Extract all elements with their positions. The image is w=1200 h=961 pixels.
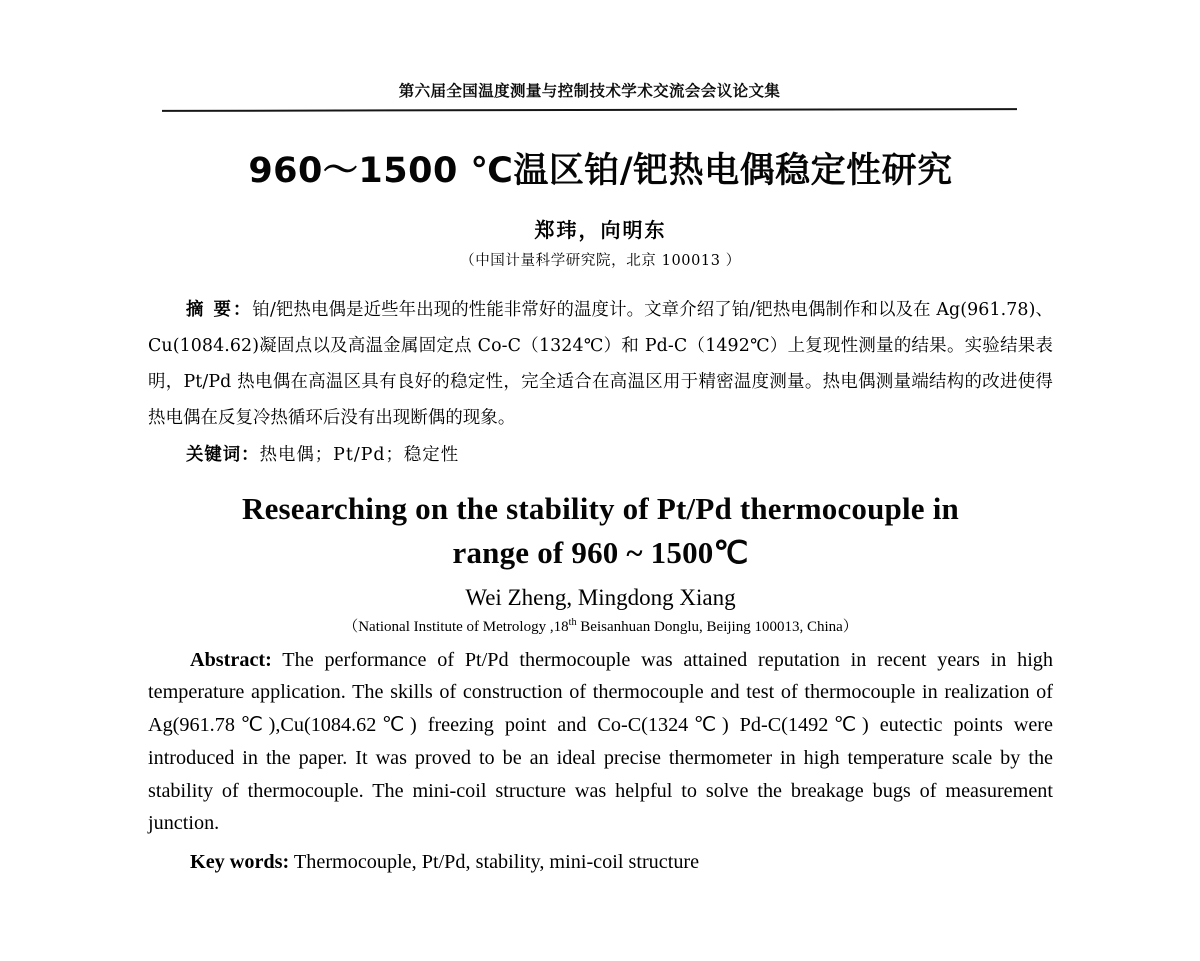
english-title-line-2: range of 960 ~ 1500℃ (452, 534, 749, 570)
english-abstract-label: Abstract: (190, 648, 272, 671)
english-keywords-text: Thermocouple, Pt/Pd, stability, mini-coil structure (289, 850, 700, 873)
article-body (148, 150, 1053, 879)
chinese-abstract-text: 铂/钯热电偶是近些年出现的性能非常好的温度计。文章介绍了铂/钯热电偶制作和以及在 Ag(961.78)、Cu(1084.62)凝固点以及高温金属固定点 Co-C（1324℃）和 Pd-C（1492℃）上复现性测量的结果。实验结果表明，Pt/Pd 热电偶在高温区具有良好的稳定性，完全适合在高温区用于精密温度测量。热电偶测量端结构的改进使得热电偶在反复冷热循环后没有出现断偶的现象。 (148, 299, 1053, 428)
english-authors: Wei Zheng, Mingdong Xiang (465, 584, 736, 610)
english-affiliation-ordinal-suffix: th (568, 616, 577, 628)
english-abstract (148, 644, 1053, 840)
english-abstract-text: The performance of Pt/Pd thermocouple was attained reputation in recent years in high temperature application. The skills of construction of thermocouple and test of thermocouple in realization of Ag(961.78℃),Cu(1084.62℃) freezing point and Co-C(1324℃) Pd-C(1492℃) eutectic points were introduced in the paper. It was proved to be an ideal precise thermometer in high temperature scale by the stability of thermocouple. The mini-coil structure was helpful to solve the breakage bugs of measurement junction. (148, 648, 1053, 835)
chinese-keywords-label: 关键词： (186, 444, 260, 465)
running-head-text: 第六届全国温度测量与控制技术学术交流会会议论文集 (398, 82, 781, 100)
english-affiliation (148, 615, 1053, 636)
header-rule-divider (162, 108, 1017, 112)
chinese-title: 960～1500 ℃温区铂/钯热电偶稳定性研究 (248, 151, 953, 191)
chinese-authors: 郑玮，向明东 (534, 217, 667, 242)
chinese-abstract (148, 292, 1053, 436)
chinese-keywords (148, 438, 1053, 473)
english-title-line-1: Researching on the stability of Pt/Pd thermocouple in (242, 490, 959, 526)
english-keywords-label: Key words: (190, 850, 290, 873)
chinese-abstract-label: 摘 要： (186, 299, 253, 320)
page-header (162, 82, 1017, 111)
english-keywords (148, 846, 1053, 879)
english-affiliation-post: Beisanhuan Donglu, Beijing 100013, China） (576, 618, 858, 635)
english-title (148, 487, 1053, 575)
chinese-affiliation: （中国计量科学研究院，北京 100013 ） (460, 252, 741, 269)
english-affiliation-pre: （National Institute of Metrology ,18 (343, 618, 569, 635)
chinese-keywords-text: 热电偶；Pt/Pd；稳定性 (259, 444, 460, 465)
